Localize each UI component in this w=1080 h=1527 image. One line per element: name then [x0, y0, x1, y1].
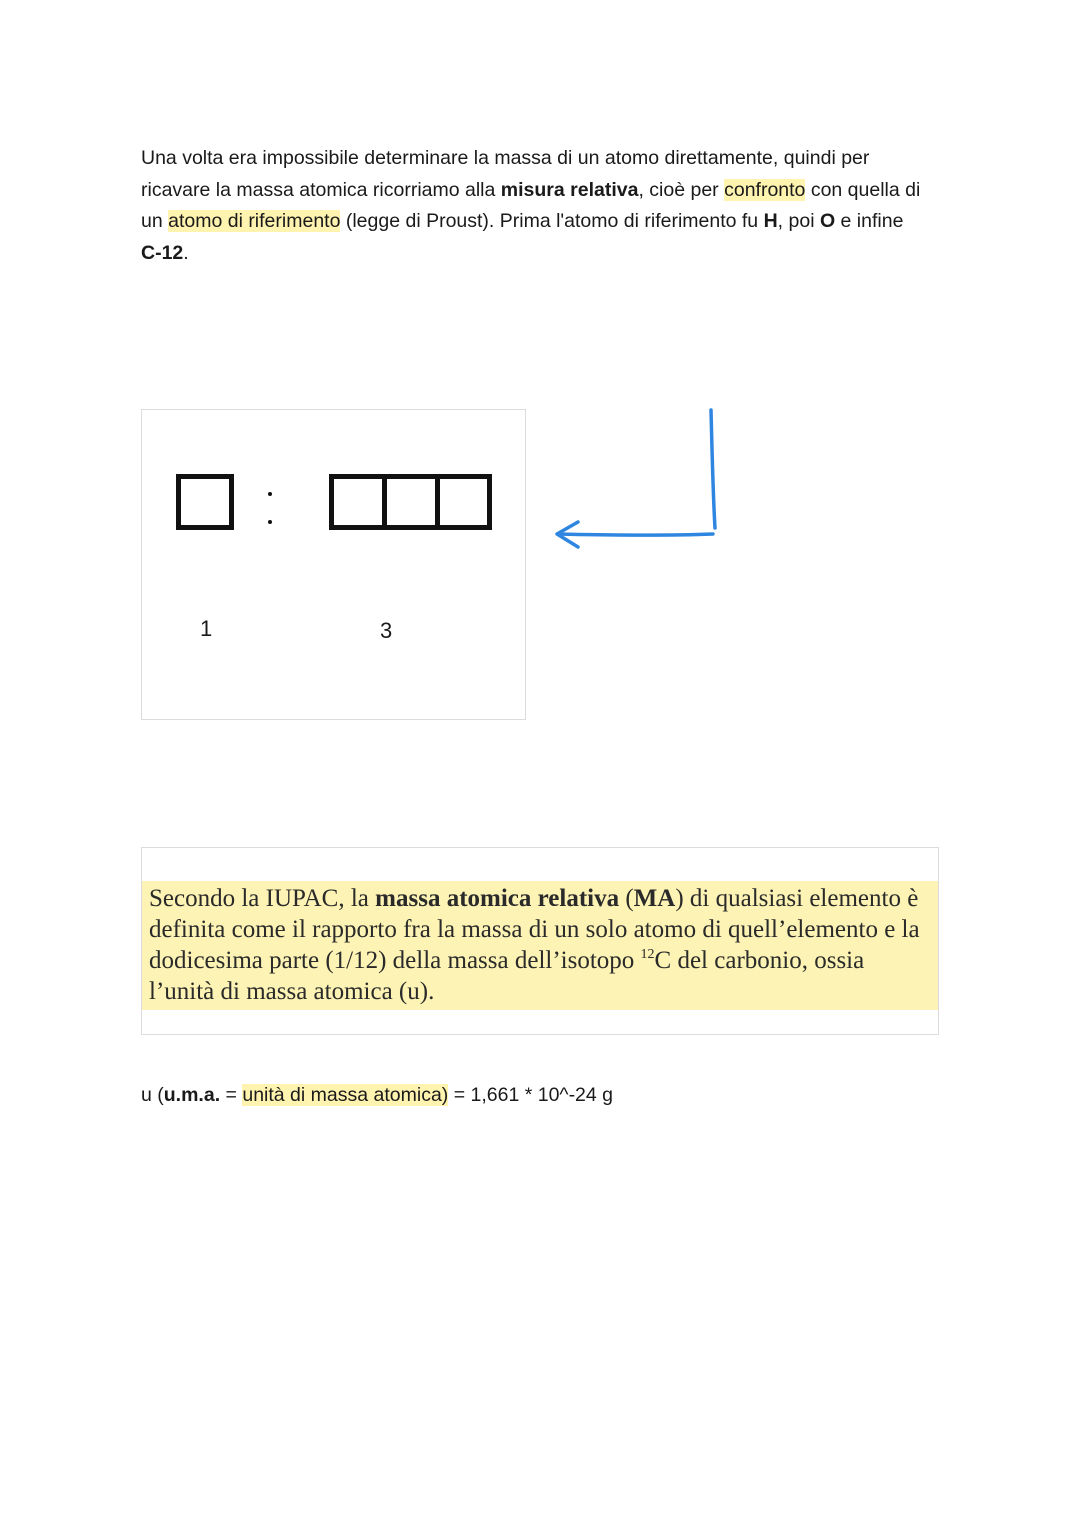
- intro-paragraph: [141, 143, 941, 269]
- ma-abbreviation: MA: [633, 885, 676, 912]
- misura-relativa-term: misura relativa: [500, 178, 639, 201]
- right-count-label: 3: [380, 618, 393, 643]
- ratio-diagram: [141, 409, 526, 720]
- uma-value: = 1,661 * 10^-24 g: [448, 1084, 614, 1106]
- intro-text: e infine: [835, 210, 904, 232]
- left-count-label: 1: [200, 616, 213, 641]
- iupac-definition-box: [141, 847, 939, 1035]
- atom-box-3: [435, 474, 492, 530]
- handwritten-arrow-icon: [540, 400, 730, 550]
- atomo-riferimento-highlight: atomo di riferimento: [168, 210, 341, 232]
- intro-text: con quella di un: [141, 178, 921, 232]
- iupac-definition-text: Secondo la IUPAC, la massa atomica relativa (MA) di qualsiasi elemento è definita come il rapporto fra la massa di un solo atomo di quell’elemento e la dodicesima parte (1/12) della massa dell’isotopo $^{12}$C del carbonio, ossia l’unità di massa atomica (u).: [142, 881, 938, 1010]
- intro-text: Una volta era impossibile determinare la massa di un atomo direttamente, quindi per ricavare la massa atomica ricorriamo alla: [141, 147, 870, 201]
- intro-text: , poi: [777, 210, 820, 232]
- uma-definition: u (u.m.a. = unità di massa atomica) = 1,661 * 10^-24 g: [141, 1084, 614, 1106]
- intro-text: .: [183, 241, 189, 264]
- carbon-12-symbol: C-12: [141, 241, 184, 264]
- ratio-colon-bottom-dot: [268, 520, 272, 524]
- oxygen-symbol: O: [819, 210, 836, 232]
- atom-box-1: [329, 474, 387, 530]
- intro-text: (legge di Proust). Prima l'atomo di riferimento fu: [340, 210, 764, 232]
- intro-text: , cioè per: [638, 178, 725, 201]
- hydrogen-symbol: H: [763, 210, 778, 232]
- uma-abbreviation: u.m.a.: [163, 1084, 221, 1106]
- uma-highlight: unità di massa atomica): [242, 1084, 449, 1106]
- reference-atom-box: [176, 474, 234, 530]
- isotope-mass-number: 12: [640, 947, 655, 962]
- ratio-colon-top-dot: [268, 492, 272, 496]
- confronto-highlight: confronto: [724, 178, 806, 201]
- atom-box-2: [382, 474, 440, 530]
- massa-atomica-relativa-term: massa atomica relativa: [375, 885, 620, 912]
